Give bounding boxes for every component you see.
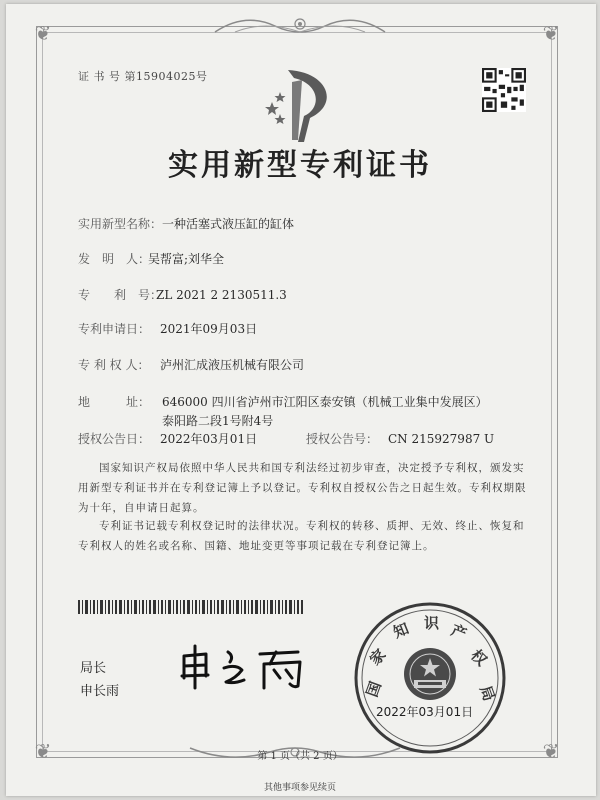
page-number: 第 1 页（共 2 页）: [257, 751, 343, 762]
patent-number-row: [78, 286, 287, 303]
field-label: 专 利 权 人：: [78, 358, 150, 372]
field-label: 实用新型名称：: [78, 217, 163, 231]
svg-text:权: 权: [467, 646, 491, 670]
corner-ornament: ❦: [34, 21, 52, 45]
field-label: 专利申请日：: [78, 322, 151, 336]
svg-text:识: 识: [424, 614, 440, 632]
field-value: CN 215927987 U: [388, 432, 495, 446]
svg-text:知: 知: [390, 619, 412, 642]
field-label: 授权公告号：: [306, 432, 379, 446]
legal-status-paragraph: 专利证书记载专利权登记时的法律状况。专利权的转移、质押、无效、终止、恢复和专利权人的姓名或名称、国籍、地址变更等事项记载在专利登记簿上。: [78, 520, 525, 552]
handwritten-signature: [176, 642, 316, 692]
field-value: 2021年09月03日: [160, 322, 258, 336]
field-label: 地 址：: [78, 395, 151, 409]
svg-text:国: 国: [362, 679, 385, 700]
field-value: 泸州汇成液压机械有限公司: [160, 358, 305, 372]
top-ornament: [205, 10, 395, 42]
filing-date-row: [78, 320, 257, 337]
certificate-number: 证 书 号 第15904025号: [78, 70, 208, 83]
director-name: 申长雨: [80, 684, 120, 699]
patent-holder-row: [78, 356, 304, 373]
field-value: ZL 2021 2 2130511.3: [156, 288, 287, 302]
grant-date-row: [78, 430, 257, 447]
field-label: 发 明 人：: [78, 252, 151, 266]
svg-text:家: 家: [366, 645, 390, 669]
patent-office-logo-icon: [258, 62, 346, 150]
director-title: 局长: [80, 661, 107, 676]
grant-statement-paragraph: 国家知识产权局依照中华人民共和国专利法经过初步审查，决定授予专利权，颁发实用新型专利证书并在专利登记簿上予以登记。专利权自授权公告之日起生效。专利权期限为十年，自申请日起算。: [78, 462, 527, 514]
field-value: 一种活塞式液压缸的缸体: [162, 217, 295, 231]
field-value: 吴帮富;刘华全: [148, 252, 225, 266]
certificate-title: 实用新型专利证书: [168, 148, 432, 183]
corner-ornament: ❦: [34, 739, 52, 763]
corner-ornament: ❦: [542, 739, 560, 763]
field-label: 专 利 号：: [78, 288, 163, 302]
address-value: 646000 四川省泸州市江阳区泰安镇（机械工业集中发展区）泰阳路二段1号附4号: [162, 395, 488, 428]
svg-text:产: 产: [448, 621, 470, 644]
footer-note: 其他事项参见续页: [263, 783, 336, 793]
corner-ornament: ❦: [542, 21, 560, 45]
address-row: [78, 393, 150, 410]
svg-text:局: 局: [476, 683, 499, 704]
qr-code-icon: [482, 68, 526, 112]
inventor-row: [78, 250, 224, 267]
field-value: 2022年03月01日: [160, 432, 258, 446]
official-seal-icon: [352, 600, 508, 756]
grant-number-row: [306, 430, 494, 447]
field-label: 授权公告日：: [78, 432, 151, 446]
seal-date: 2022年03月01日: [376, 705, 474, 719]
barcode-icon: [78, 600, 303, 614]
utility-model-name-row: [78, 215, 294, 232]
